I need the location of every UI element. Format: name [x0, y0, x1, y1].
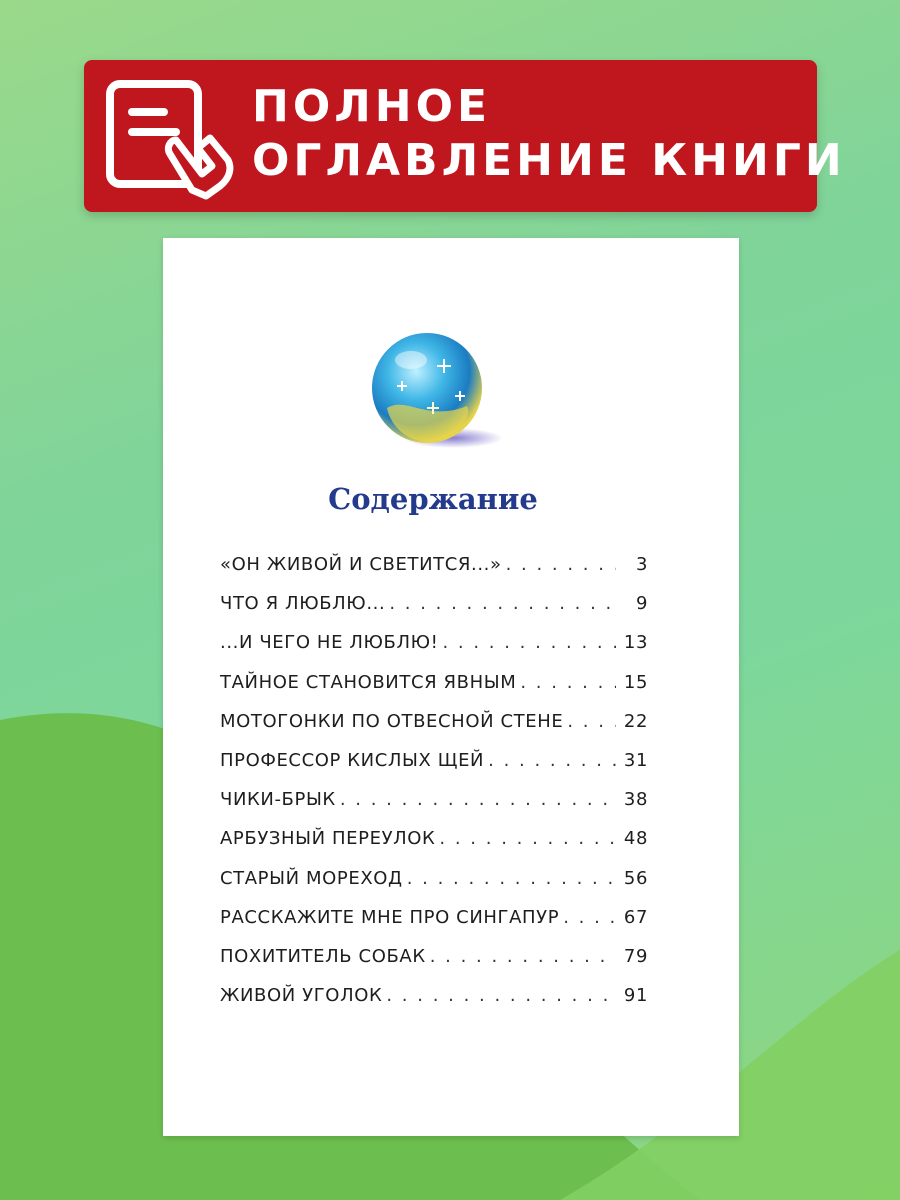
toc-entry: [220, 907, 648, 946]
toc-entry-title: РАССКАЖИТЕ МНЕ ПРО СИНГАПУР: [220, 906, 560, 928]
toc-leader-dots: [506, 554, 616, 575]
toc-entry: [220, 985, 648, 1024]
toc-entry-page: 15: [623, 671, 648, 693]
toc-heading: Содержание: [328, 482, 538, 516]
toc-entry: [220, 946, 648, 985]
banner-title-line1: ПОЛНОЕ: [252, 81, 492, 132]
toc-entry-page: 3: [635, 554, 648, 575]
toc-entry-page: 79: [623, 945, 648, 967]
toc-leader-dots: [488, 750, 616, 771]
toc-entry-title: АРБУЗНЫЙ ПЕРЕУЛОК: [220, 828, 436, 850]
toc-entry: [220, 711, 648, 750]
toc-entry-page: 13: [623, 632, 648, 654]
globe-illustration: [367, 326, 507, 456]
toc-entry-title: ЧИКИ-БРЫК: [220, 789, 336, 811]
toc-entry-page: 9: [635, 593, 648, 615]
toc-list: [220, 554, 648, 1024]
toc-entry: [220, 828, 648, 867]
toc-entry: [220, 750, 648, 789]
toc-leader-dots: [563, 907, 616, 928]
toc-leader-dots: [389, 593, 616, 614]
toc-entry-title: СТАРЫЙ МОРЕХОД: [220, 867, 403, 889]
toc-leader-dots: [442, 632, 616, 653]
toc-leader-dots: [340, 789, 616, 810]
document-tap-icon: [106, 78, 236, 200]
toc-entry-page: 67: [623, 906, 648, 928]
toc-entry-page: 91: [623, 985, 648, 1007]
toc-entry-page: 48: [623, 828, 648, 850]
toc-entry: [220, 672, 648, 711]
banner-title: [252, 80, 846, 188]
toc-leader-dots: [520, 672, 616, 693]
toc-leader-dots: [407, 868, 616, 889]
toc-entry-title: МОТОГОНКИ ПО ОТВЕСНОЙ СТЕНЕ: [220, 710, 564, 732]
toc-entry-title: ПОХИТИТЕЛЬ СОБАК: [220, 945, 426, 967]
toc-leader-dots: [386, 985, 616, 1006]
banner-title-line2: ОГЛАВЛЕНИЕ КНИГИ: [252, 135, 846, 186]
toc-entry-title: ЖИВОЙ УГОЛОК: [220, 985, 383, 1007]
toc-leader-dots: [567, 711, 616, 732]
toc-entry: [220, 593, 648, 632]
toc-leader-dots: [439, 828, 616, 849]
toc-entry: [220, 868, 648, 907]
toc-entry: [220, 632, 648, 671]
toc-entry: [220, 554, 648, 593]
toc-entry-title: «ОН ЖИВОЙ И СВЕТИТСЯ...»: [220, 554, 502, 575]
toc-entry-title: ...И ЧЕГО НЕ ЛЮБЛЮ!: [220, 632, 439, 654]
toc-entry-page: 38: [623, 789, 648, 811]
toc-entry-page: 31: [623, 749, 648, 771]
toc-leader-dots: [430, 946, 616, 967]
toc-entry: [220, 789, 648, 828]
toc-entry-title: ПРОФЕССОР КИСЛЫХ ЩЕЙ: [220, 749, 485, 771]
book-page: [163, 238, 739, 1136]
toc-entry-title: ЧТО Я ЛЮБЛЮ...: [220, 593, 386, 615]
toc-entry-title: ТАЙНОЕ СТАНОВИТСЯ ЯВНЫМ: [220, 671, 517, 693]
toc-entry-page: 56: [623, 867, 648, 889]
toc-entry-page: 22: [623, 710, 648, 732]
